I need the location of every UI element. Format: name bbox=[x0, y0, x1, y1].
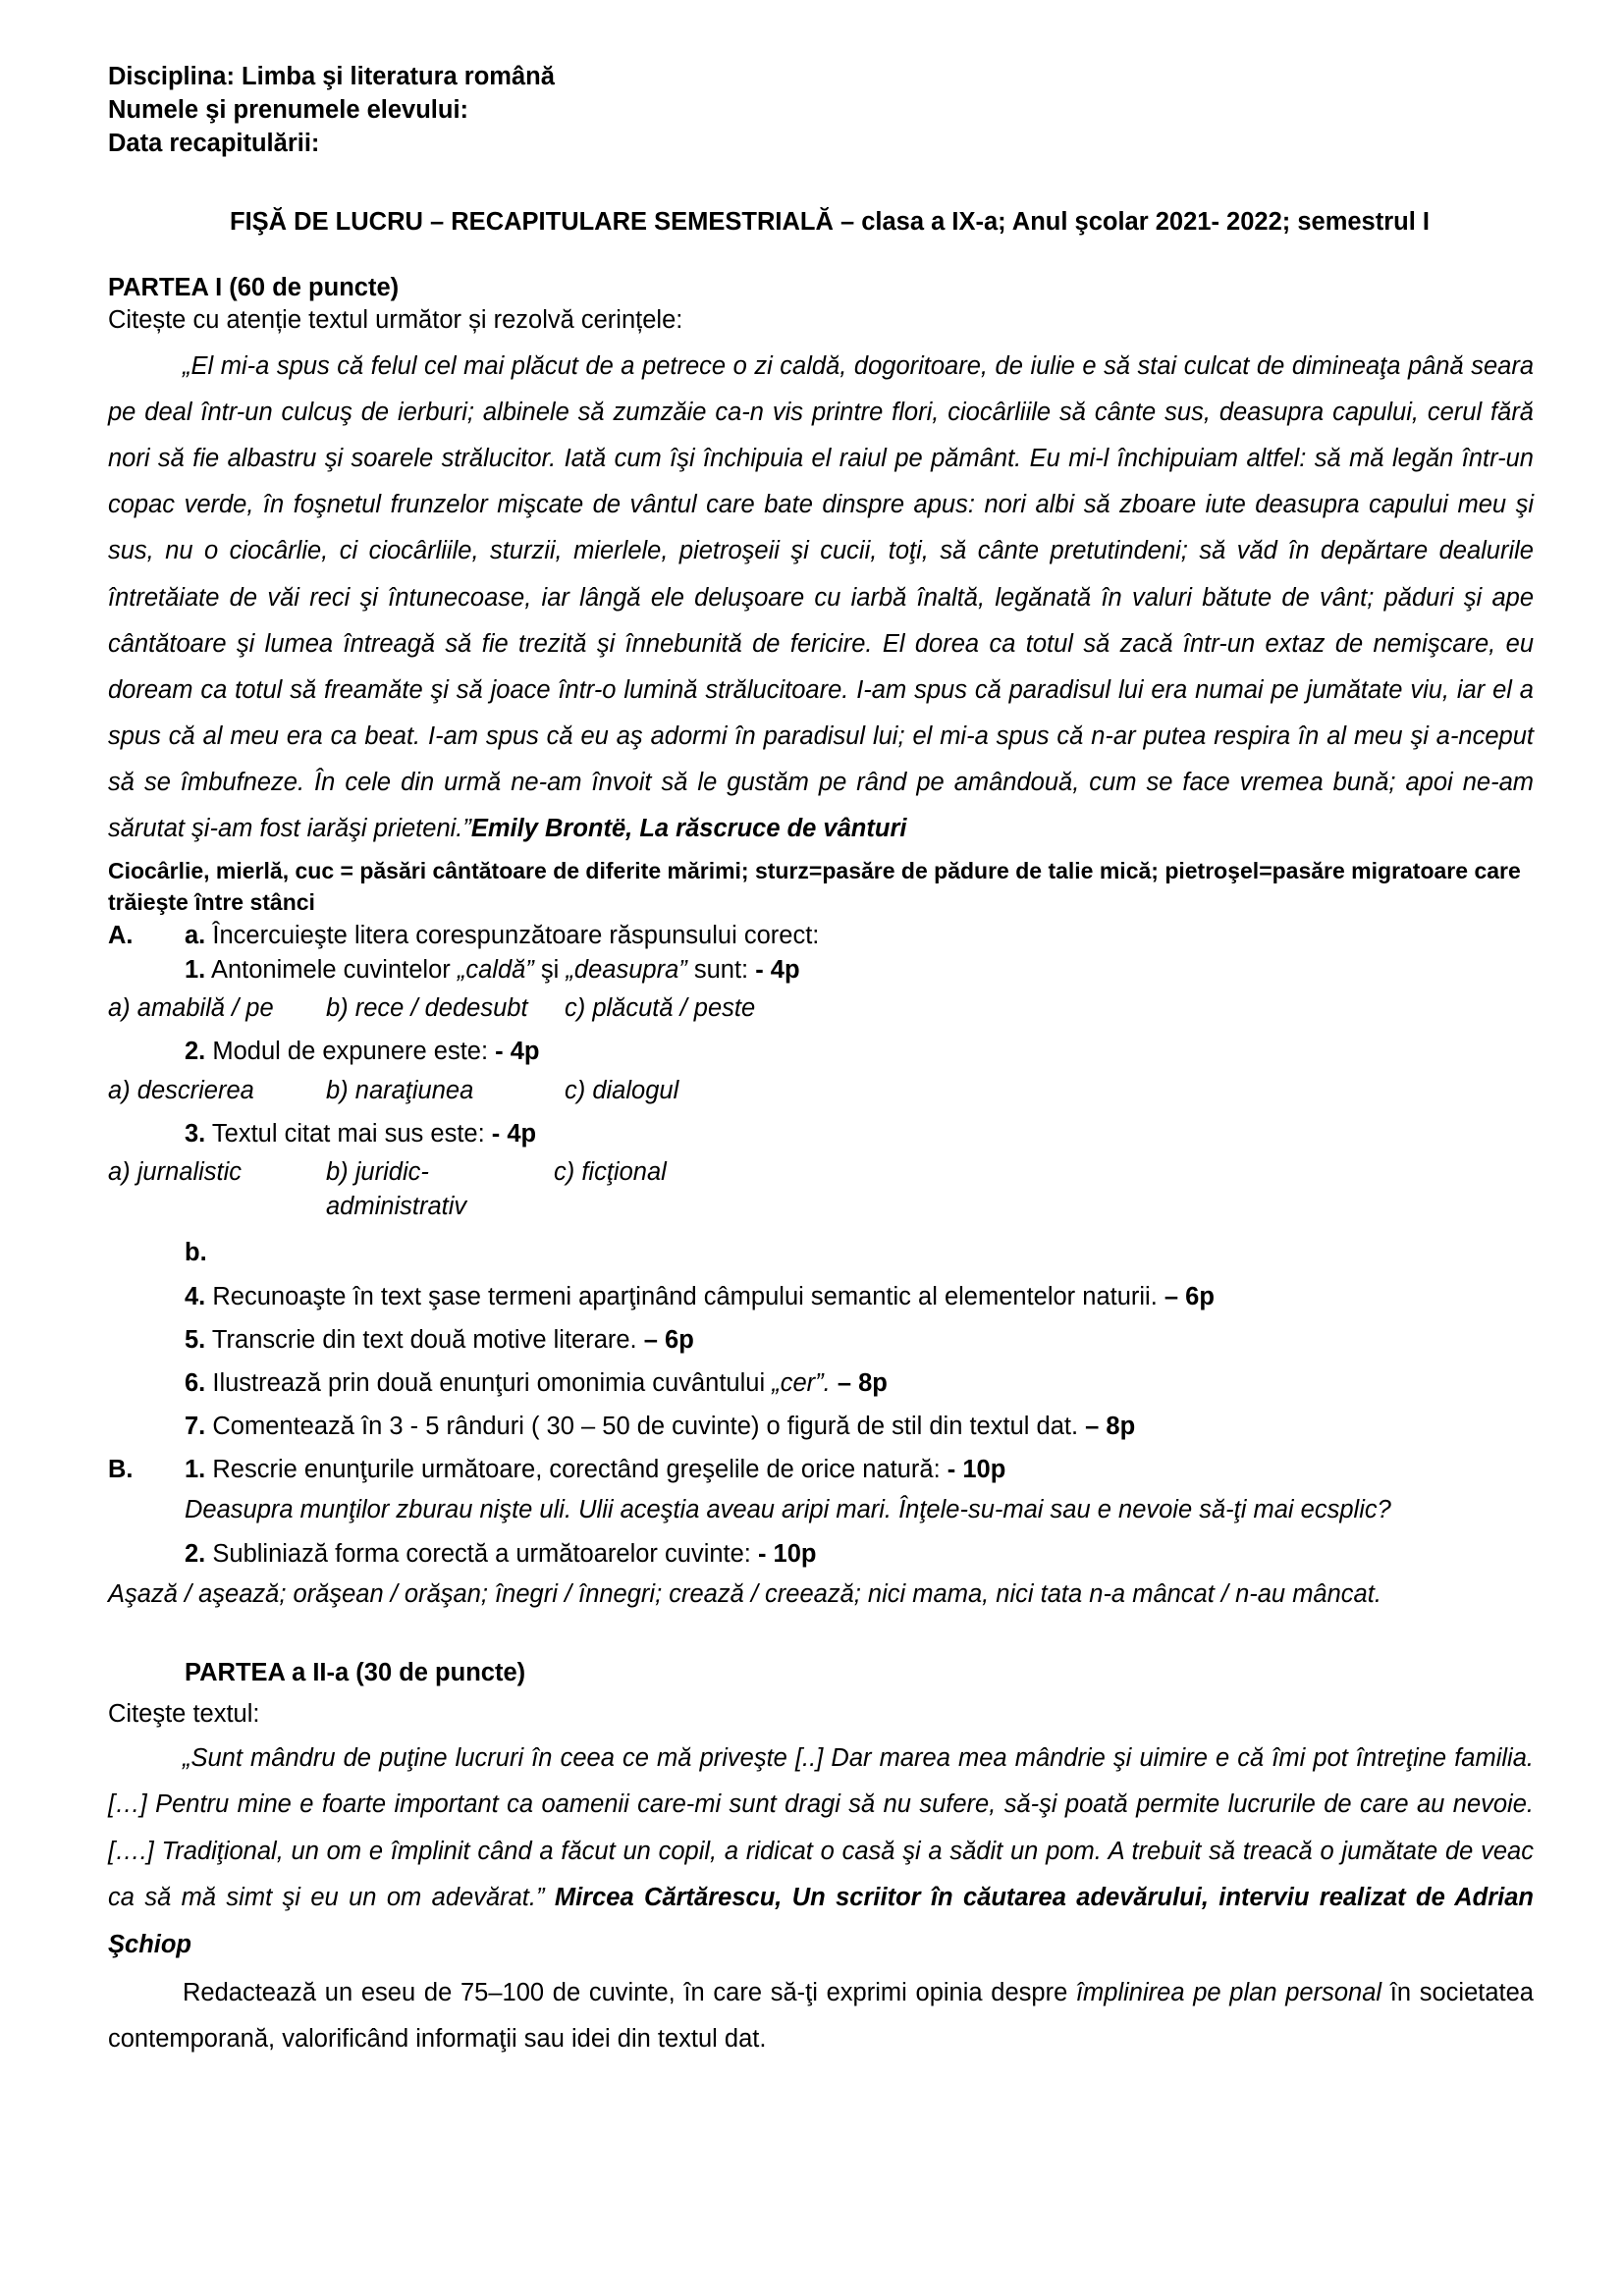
question-1 bbox=[108, 953, 1534, 988]
part2-instruction: Citeşte textul: bbox=[108, 1700, 260, 1729]
part2-heading: PARTEA a II-a (30 de puncte) bbox=[185, 1659, 526, 1687]
option-c[interactable]: c) ficţional bbox=[554, 1157, 667, 1186]
part1-heading: PARTEA I (60 de puncte) bbox=[108, 273, 400, 301]
part1-quote-text: „El mi-a spus că felul cel mai plăcut de a petrece o zi caldă, dogoritoare, de iulie e să stai culcat de dimineaţa până seara pe deal într-un culcuş de ierburi; albinele să zumzăie ca-n vis printre flori, ciocârliile să cânte sus, deasupra capului, cerul fără nori să fie albastru şi soarele strălucitor. Iată cum îşi închipuia el raiul pe pământ. Eu mi-l închipuiam altfel: să mă legăn într-un copac verde, în foşnetul frunzelor mişcate de vântul care bate dinspre apus: nori albi să zboare iute deasupra capului meu şi sus, nu o ciocârlie, ci ciocârliile, sturzii, mierlele, pietroşeii şi cucii, toţi, să cânte pretutindeni; să văd în depărtare dealurile întretăiate de văi reci şi întunecoase, iar lângă ele deluşoare cu iarbă înaltă, legănată în valuri bătute de vânt; păduri şi ape cântătoare şi lumea întreagă să fie trezită şi înnebunită de fericire. El dorea ca totul să zacă într-un extaz de nemişcare, eu doream ca totul să freamăte şi să joace într-o lumină strălucitoare. I-am spus că paradisul lui era numai pe jumătate viu, iar el a spus că al meu era ca beat. I-am spus că eu aş adormi în paradisul lui; el mi-a spus că n-ar putea respira în al meu şi a-nceput să se îmbufneze. În cele din urmă ne-am învoit să le gustăm pe rând pe amândouă, cum se face vremea bună; apoi ne-am sărutat şi-am fost iarăşi prieteni.” bbox=[108, 351, 1534, 843]
section-b-q1-text: Rescrie enunţurile următoare, corectând greşelile de orice natură: bbox=[212, 1456, 941, 1484]
question-5-text: Transcrie din text două motive literare. bbox=[211, 1325, 637, 1354]
question-5-number: 5. bbox=[185, 1325, 206, 1354]
part2-quote-source: Mircea Cărtărescu, Un scriitor în căutarea adevărului, interviu realizat de Adrian Şchiop bbox=[108, 1884, 1534, 1958]
question-5 bbox=[108, 1323, 1534, 1358]
question-2-text: Modul de expunere este: bbox=[212, 1038, 489, 1066]
spacer bbox=[108, 1444, 1534, 1453]
section-b-q2-number: 2. bbox=[185, 1539, 206, 1568]
part1-instruction: Citește cu atenție textul următor și rezolvă cerințele: bbox=[108, 306, 683, 334]
option-b[interactable]: b) rece / dedesubt bbox=[326, 994, 528, 1023]
question-2-points: - 4p bbox=[495, 1038, 540, 1066]
question-2-number: 2. bbox=[185, 1038, 206, 1066]
document-body bbox=[108, 61, 1534, 2061]
question-1-number: 1. bbox=[185, 956, 206, 985]
section-b-letter: B. bbox=[108, 1456, 134, 1484]
student-name-line: Numele şi prenumele elevului: bbox=[108, 95, 469, 124]
question-3-text: Textul citat mai sus este: bbox=[211, 1119, 485, 1148]
question-4-text: Recunoaşte în text şase termeni aparţinând câmpului semantic al elementelor naturii. bbox=[212, 1282, 1158, 1310]
section-b-question-1 bbox=[185, 1453, 1534, 1487]
question-7-text: Comentează în 3 - 5 rânduri ( 30 – 50 de cuvinte) o figură de stil din textul dat. bbox=[212, 1413, 1079, 1441]
spacer bbox=[108, 1401, 1534, 1410]
spacer bbox=[108, 239, 1534, 270]
section-b-question-2 bbox=[108, 1537, 1534, 1572]
section-b-q2-points: - 10p bbox=[757, 1539, 817, 1568]
page-title: FIŞĂ DE LUCRU – RECAPITULARE SEMESTRIALĂ – clasa a IX-a; Anul şcolar 2021- 2022; semestrul I bbox=[230, 207, 1430, 236]
question-4-number: 4. bbox=[185, 1282, 206, 1310]
question-1-text: Antonimele cuvintelor bbox=[210, 956, 451, 985]
question-6-text: Ilustrează prin două enunţuri omonimia cuvântului bbox=[212, 1368, 766, 1397]
question-2 bbox=[108, 1035, 1534, 1069]
question-4 bbox=[108, 1280, 1534, 1314]
part2-task-emphasis: împlinirea pe plan personal bbox=[1075, 1978, 1382, 2006]
part2-quote bbox=[108, 1735, 1534, 1968]
part1-quote-source: Emily Brontë, La răscruce de vânturi bbox=[470, 815, 907, 843]
question-3-options bbox=[108, 1155, 1534, 1224]
discipline-line: Disciplina: Limba şi literatura română bbox=[108, 63, 555, 90]
spacer bbox=[108, 1108, 1534, 1117]
section-b-row bbox=[108, 1453, 1534, 1487]
part1-quote bbox=[108, 344, 1534, 853]
question-1-term-2: „deasupra” bbox=[566, 956, 687, 985]
question-1-points: - 4p bbox=[755, 956, 800, 985]
spacer bbox=[108, 1026, 1534, 1035]
question-1-mid: şi bbox=[540, 956, 560, 985]
part2-task-before: Redactează un eseu de 75–100 de cuvinte, în care să-ţi exprimi opinia despre bbox=[183, 1978, 1068, 2006]
option-a[interactable]: a) descrierea bbox=[108, 1076, 254, 1104]
option-c[interactable]: c) dialogul bbox=[565, 1076, 679, 1104]
part1-glossary: Ciocârlie, mierlă, cuc = păsări cântătoare de diferite mărimi; sturz=pasăre de pădure de talie mică; pietroşel=pasăre migratoare care trăieşte între stânci bbox=[108, 857, 1521, 916]
spacer bbox=[108, 1271, 1534, 1280]
part2-task-after: în societatea contemporană, valorificând informaţii sau idei din textul dat. bbox=[108, 1978, 1534, 2053]
question-6-points: – 8p bbox=[837, 1368, 888, 1397]
spacer bbox=[108, 1612, 1534, 1657]
question-3-number: 3. bbox=[185, 1119, 206, 1148]
sub-a-label: a. bbox=[185, 921, 206, 949]
question-4-points: – 6p bbox=[1164, 1282, 1215, 1310]
spacer bbox=[108, 161, 1534, 206]
question-3-points: - 4p bbox=[491, 1119, 537, 1148]
question-6-term: „cer”. bbox=[772, 1368, 831, 1397]
question-3 bbox=[108, 1117, 1534, 1151]
spacer bbox=[108, 1314, 1534, 1323]
option-c[interactable]: c) plăcută / peste bbox=[565, 994, 756, 1023]
question-1-tail: sunt: bbox=[693, 956, 749, 985]
question-6-number: 6. bbox=[185, 1368, 206, 1397]
section-a-letter: A. bbox=[108, 921, 134, 949]
option-b[interactable]: b) juridic-administrativ bbox=[326, 1157, 467, 1221]
question-1-options bbox=[108, 991, 1534, 1026]
date-line: Data recapitulării: bbox=[108, 129, 320, 157]
section-a-row bbox=[108, 919, 1534, 953]
section-b-q1-sample: Deasupra munţilor zburau nişte uli. Ulii aceştia aveau aripi mari. Înţele-su-mai sau e nevoie să-ţi mai ecsplic? bbox=[185, 1496, 1391, 1524]
question-2-options bbox=[108, 1074, 1534, 1108]
question-1-term-1: „caldă” bbox=[457, 956, 534, 985]
spacer bbox=[108, 1224, 1534, 1236]
question-7-points: – 8p bbox=[1085, 1413, 1136, 1441]
section-b-q1-points: - 10p bbox=[947, 1456, 1006, 1484]
section-a-sub-a bbox=[185, 919, 1534, 953]
sub-a-text: Încercuieşte litera corespunzătoare răspunsului corect: bbox=[212, 921, 820, 949]
section-b-q2-sample: Aşază / aşează; orăşean / orăşan; înegri / înnegri; crează / creează; nici mama, nici tata n-a mâncat / n-au mâncat. bbox=[108, 1579, 1381, 1608]
part2-task bbox=[108, 1970, 1534, 2061]
section-b-q2-text: Subliniază forma corectă a următoarelor cuvinte: bbox=[212, 1539, 751, 1568]
option-b[interactable]: b) naraţiunea bbox=[326, 1076, 474, 1104]
part2-quote-text: „Sunt mândru de puţine lucruri în ceea ce mă priveşte [..] Dar marea mea mândrie şi uimire e că îmi pot întreţine familia. […] Pentru mine e foarte important ca oamenii care-mi sunt dragi să nu sufere, să-şi poată permite lucrurile de care au nevoie. [….] Tradiţional, un om e împlinit când a făcut un copil, a ridicat o casă şi a sădit un pom. A trebuit să treacă o jumătate de veac ca să mă simt şi eu un om adevărat.” bbox=[108, 1743, 1534, 1912]
section-b-q1-number: 1. bbox=[185, 1456, 206, 1484]
spacer bbox=[108, 1528, 1534, 1537]
question-5-points: – 6p bbox=[643, 1325, 694, 1354]
question-6 bbox=[108, 1366, 1534, 1401]
option-a[interactable]: a) amabilă / pe bbox=[108, 994, 274, 1023]
option-a[interactable]: a) jurnalistic bbox=[108, 1157, 243, 1186]
question-7-number: 7. bbox=[185, 1413, 206, 1441]
sub-b-label: b. bbox=[185, 1239, 207, 1267]
spacer bbox=[108, 1689, 1534, 1698]
question-7 bbox=[108, 1410, 1534, 1444]
spacer bbox=[108, 1358, 1534, 1366]
